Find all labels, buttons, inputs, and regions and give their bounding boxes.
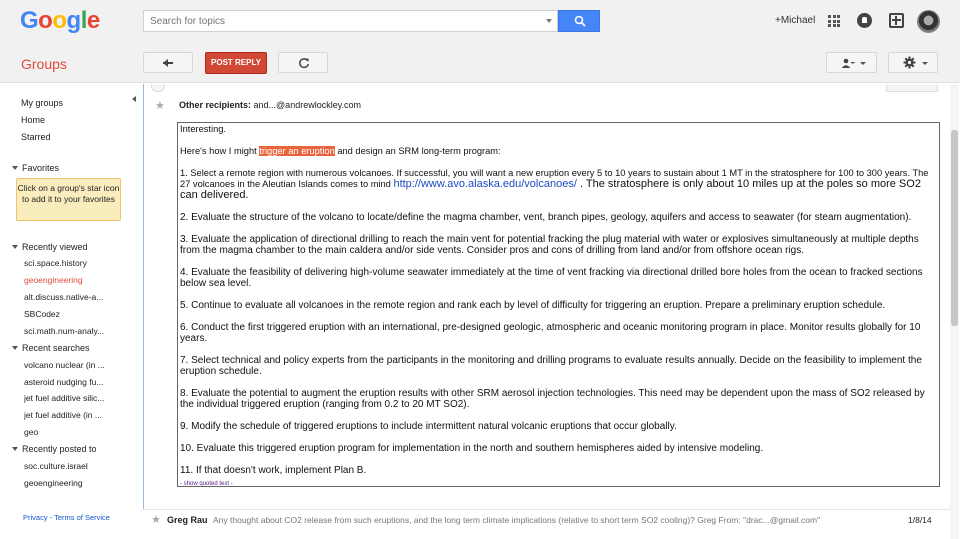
search-highlight: trigger an eruption: [259, 146, 335, 156]
message-paragraph: 11. If that doesn't work, implement Plan B.: [180, 465, 367, 476]
collapse-sidebar-icon[interactable]: [130, 94, 140, 106]
recent-search-item[interactable]: jet fuel additive (in ...: [24, 410, 102, 420]
message-focus-bar: [143, 84, 144, 510]
search-icon: [574, 15, 586, 27]
recently-viewed-item[interactable]: SBCodez: [24, 309, 60, 319]
message-line: Interesting.: [180, 124, 226, 134]
recently-viewed-header[interactable]: [12, 242, 88, 252]
apps-grid-icon[interactable]: [828, 15, 840, 27]
back-button[interactable]: [143, 52, 193, 73]
message-paragraph: 5. Continue to evaluate all volcanoes in the remote region and rank each by level of difficulty for triggering an eruption. Prepare a preliminary eruption schedule.: [180, 300, 886, 311]
refresh-button[interactable]: [278, 52, 328, 73]
search-button[interactable]: [558, 10, 600, 32]
recent-searches-title: Recent searches: [22, 343, 90, 353]
google-logo[interactable]: [20, 7, 100, 35]
other-recipients: [179, 100, 361, 110]
chevron-down-icon: [12, 166, 18, 170]
chevron-down-icon: [12, 245, 18, 249]
message-paragraph: 7. Select technical and policy experts from the participants in the monitoring and drilling programs to evaluate results annually. Decide on the feasibility to implement the eruption schedule.: [180, 355, 922, 377]
chevron-down-icon: [12, 346, 18, 350]
recent-search-item[interactable]: volcano nuclear (in ...: [24, 360, 105, 370]
message-line: [180, 146, 937, 157]
favorites-title: Favorites: [22, 163, 60, 173]
logo-letter: g: [66, 7, 81, 34]
message-paragraph: 6. Conduct the first triggered eruption with an international, pre-designed geologic, atmospheric and oceanic monitoring program in place. Monitor results globally for 10 years.: [180, 322, 921, 344]
recipients-value: and...@andrewlockley.com: [251, 100, 362, 110]
member-icon: [841, 58, 855, 68]
reply-date: 1/8/14: [908, 515, 932, 525]
privacy-link[interactable]: Privacy: [23, 513, 48, 522]
logo-letter: l: [80, 7, 87, 34]
search-input[interactable]: [144, 12, 539, 32]
chevron-down-icon: [12, 447, 18, 451]
message-paragraph: [180, 168, 937, 201]
text-span: 1. Select a remote region with numerous volcanoes. If successful, you will want a new eruption every 5 to 10 years to sustain about 1 MT in the stratosphere for 100 to 300 years. The 27 volcanoes in the Aleutian Islands comes to mind: [180, 168, 929, 189]
recently-viewed-item-active[interactable]: geoengineering: [24, 275, 83, 285]
reply-snippet[interactable]: Any thought about CO2 release from such eruptions, and the long term climate implications (relative to short term SO2 cooling)? Greg From: "drac...@gmail.com": [213, 515, 821, 525]
chevron-down-icon: [922, 62, 928, 65]
sidebar-item-home[interactable]: Home: [21, 115, 46, 125]
message-paragraph: 9. Modify the schedule of triggered eruptions to include intermittent natural volcanic eruptions that occur globally.: [180, 421, 677, 432]
sidebar-item-my-groups[interactable]: My groups: [21, 98, 64, 108]
message-paragraph: 4. Evaluate the feasibility of delivering high-volume seawater immediately at the time of vent fracking via directional drilled bore holes from the ocean to fracked sections below sea level.: [180, 267, 923, 289]
recently-posted-title: Recently posted to: [22, 444, 97, 454]
recently-viewed-title: Recently viewed: [22, 242, 88, 252]
star-icon[interactable]: ★: [151, 514, 161, 526]
chevron-down-icon: [860, 62, 866, 65]
gear-icon: [903, 56, 916, 69]
logo-letter: G: [20, 7, 39, 34]
text-span: Here's how I might: [180, 146, 260, 156]
message-body: [177, 122, 940, 487]
scrollbar-thumb[interactable]: [951, 130, 958, 326]
search-box[interactable]: [143, 10, 558, 32]
recently-posted-item[interactable]: soc.culture.israel: [24, 461, 88, 471]
star-icon[interactable]: ★: [155, 100, 165, 112]
recently-posted-item[interactable]: geoengineering: [24, 478, 83, 488]
post-reply-button[interactable]: POST REPLY: [205, 52, 267, 74]
message-paragraph: 3. Evaluate the application of directional drilling to reach the main vent for potential fracking the plug material with water or explosives simultaneously at multiple depths from the magma chamber to the main caldera and/or side vents. Consider pros and cons of drilling from land and/or from offshore ocean rigs.: [180, 234, 919, 256]
text-span: . The stratosphere is only about 10 miles up at the poles so more SO2 can delivered.: [180, 178, 921, 201]
recent-searches-header[interactable]: [12, 343, 90, 353]
member-settings-button[interactable]: [826, 52, 877, 73]
message-paragraph: 2. Evaluate the structure of the volcano to locate/define the magma chamber, vent, branch pipes, geology, aquifers and access to seawater (for steam augmentation).: [180, 212, 912, 223]
recipients-label: Other recipients:: [179, 100, 252, 110]
message-paragraph: 8. Evaluate the potential to augment the eruption results with other SRM aerosol injection technologies. This need may be dependent upon the mass of SO2 released by the individual triggered eruption (ranging from 0.2 to 20 MT SO2).: [180, 388, 925, 410]
message-paragraph: 10. Evaluate this triggered eruption program for implementation in the north and southern hemispheres aided by intensive modeling.: [180, 443, 764, 454]
settings-button[interactable]: [888, 52, 938, 73]
footer-links: [23, 513, 110, 522]
logo-letter: o: [38, 7, 53, 34]
user-name-link[interactable]: +Michael: [775, 15, 816, 26]
notifications-icon[interactable]: [857, 13, 872, 28]
reply-author[interactable]: Greg Rau: [167, 515, 208, 525]
toolbar: [0, 42, 960, 83]
chevron-down-icon[interactable]: [546, 19, 552, 23]
sidebar-item-starred[interactable]: Starred: [21, 132, 51, 142]
recent-search-item[interactable]: asteroid nudging fu...: [24, 377, 104, 387]
share-plus-icon[interactable]: [889, 13, 904, 28]
text-span: and design an SRM long-term program:: [334, 146, 501, 156]
avo-volcanoes-link[interactable]: http://www.avo.alaska.edu/volcanoes/: [393, 178, 577, 190]
favorites-hint: Click on a group's star icon to add it to your favorites: [16, 178, 121, 221]
logo-letter: o: [52, 7, 67, 34]
terms-link[interactable]: Terms of Service: [54, 513, 110, 522]
favorites-section-header[interactable]: [12, 163, 59, 173]
recent-search-item[interactable]: jet fuel additive silic...: [24, 393, 105, 403]
footer-separator: -: [47, 513, 55, 522]
recent-search-item[interactable]: geo: [24, 427, 39, 437]
previous-message-menu-edge: [886, 84, 938, 92]
recently-viewed-item[interactable]: sci.math.num-analy...: [24, 326, 105, 336]
logo-letter: e: [86, 7, 100, 34]
top-bar: [0, 0, 960, 42]
recently-viewed-item[interactable]: sci.space.history: [24, 258, 87, 268]
refresh-icon: [298, 57, 310, 69]
recently-viewed-item[interactable]: alt.discuss.native-a...: [24, 292, 104, 302]
show-quoted-text-link[interactable]: - show quoted text -: [180, 481, 233, 487]
recently-posted-header[interactable]: [12, 444, 97, 454]
avatar[interactable]: [917, 10, 940, 33]
app-title[interactable]: Groups: [21, 56, 67, 72]
